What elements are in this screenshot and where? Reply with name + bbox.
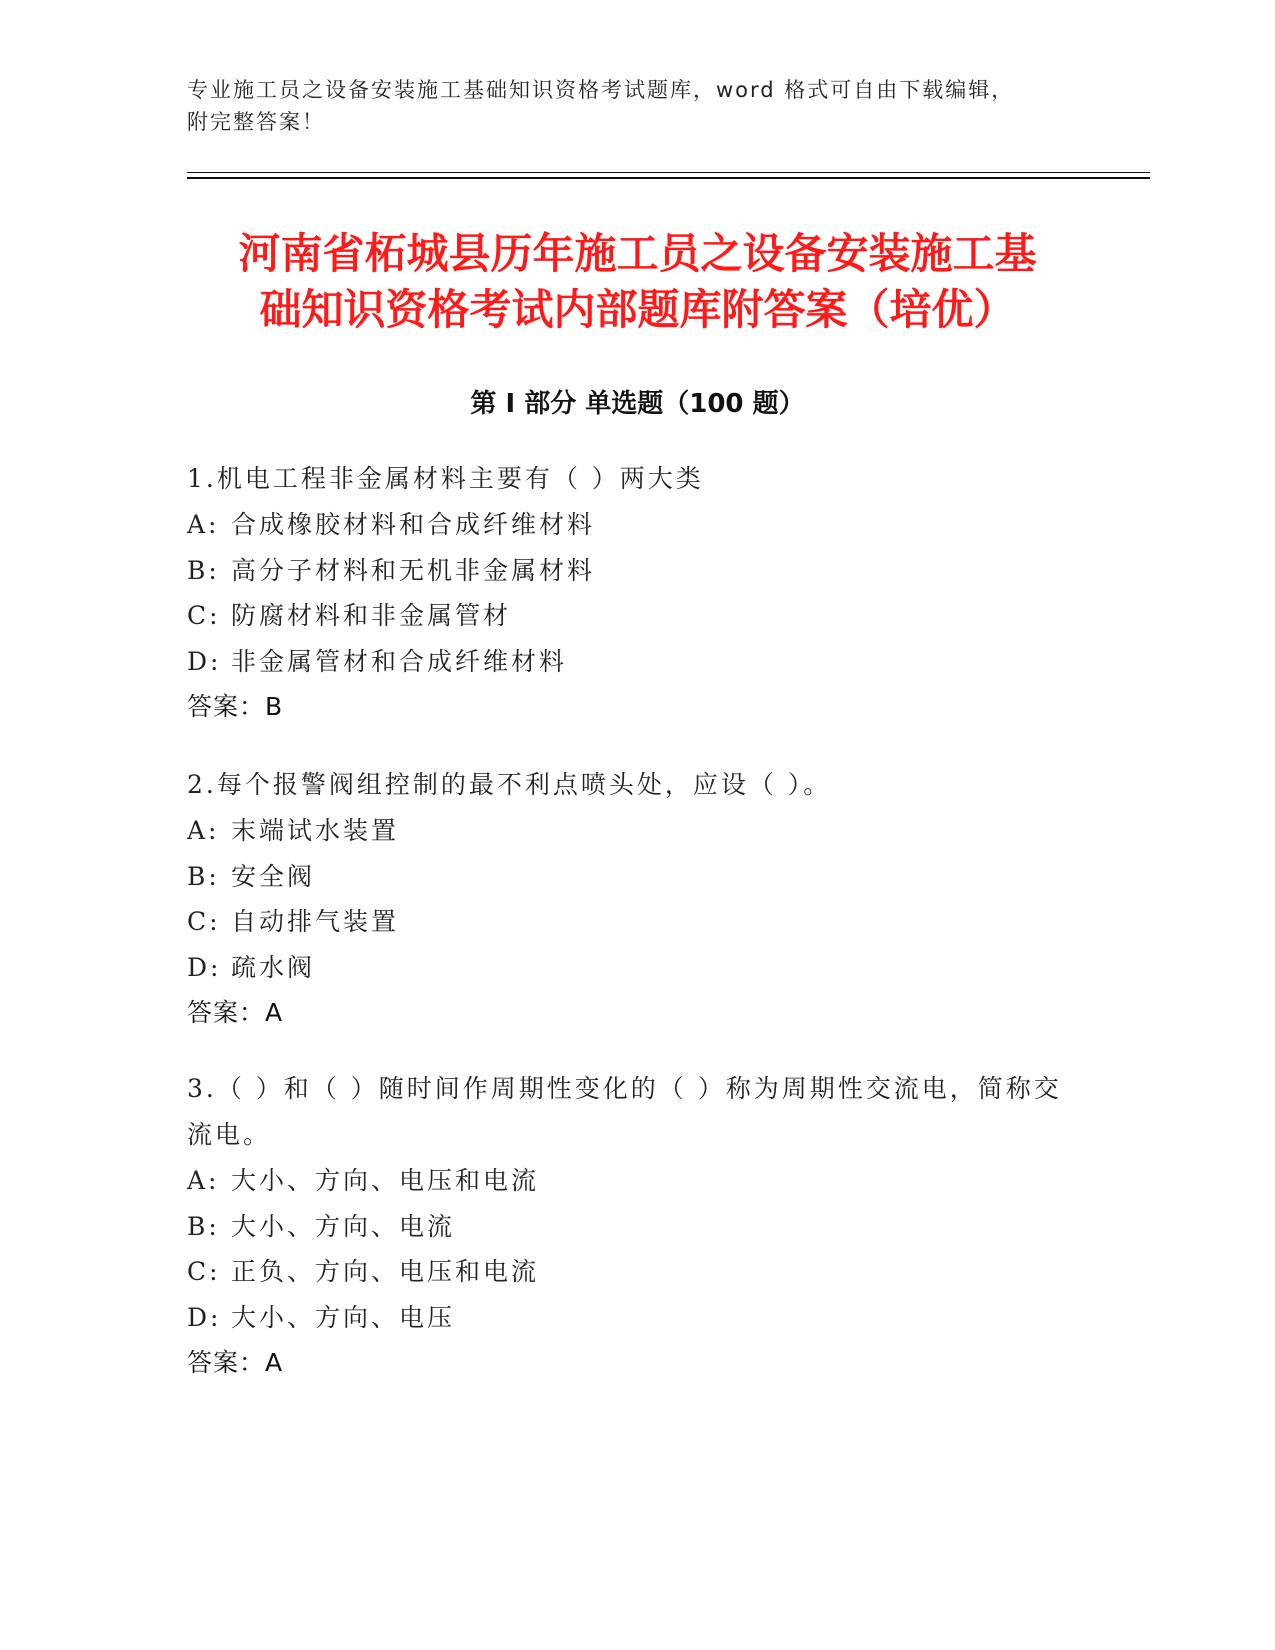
question-2	[187, 762, 1087, 1036]
section-heading: 第 I 部分 单选题（100 题）	[470, 389, 805, 419]
option-b	[187, 548, 1087, 594]
option-letter: B:	[187, 555, 220, 585]
header-note-line-2: 附完整答案！	[187, 110, 325, 134]
document-title	[0, 226, 1275, 338]
answer-line: 答案：A	[187, 1348, 284, 1377]
option-text: 大小、方向、电压和电流	[231, 1166, 540, 1195]
option-text: 疏水阀	[231, 952, 316, 982]
answer-line: 答案：B	[187, 692, 284, 721]
option-a	[187, 1158, 1067, 1204]
option-letter: A:	[187, 1166, 220, 1195]
header-divider-top	[187, 172, 1150, 173]
option-d	[187, 639, 1087, 685]
option-text: 大小、方向、电压	[231, 1302, 456, 1332]
option-text: 防腐材料和非金属管材	[231, 601, 512, 630]
option-b	[187, 854, 1087, 900]
option-d	[187, 945, 1087, 991]
option-letter: D:	[187, 1302, 222, 1332]
option-text: 非金属管材和合成纤维材料	[231, 646, 568, 676]
option-text: 正负、方向、电压和电流	[231, 1257, 540, 1286]
option-c	[187, 593, 1087, 639]
option-letter: D:	[187, 646, 222, 676]
header-note	[187, 74, 1087, 138]
question-stem: 3.（ ）和（ ）随时间作周期性变化的（ ）称为周期性交流电，简称交流电。	[187, 1074, 1062, 1149]
option-letter: A:	[187, 510, 220, 539]
document-title-line-2: 础知识资格考试内部题库附答案（培优）	[259, 285, 1016, 334]
option-letter: C:	[187, 907, 221, 936]
option-letter: C:	[187, 601, 221, 630]
option-text: 高分子材料和无机非金属材料	[231, 555, 596, 585]
option-letter: D:	[187, 952, 222, 982]
question-1	[187, 456, 1087, 730]
option-c	[187, 899, 1087, 945]
option-letter: B:	[187, 861, 220, 891]
question-stem: 1.机电工程非金属材料主要有（ ）两大类	[187, 464, 704, 493]
option-d	[187, 1295, 1067, 1341]
option-b	[187, 1204, 1067, 1250]
question-stem: 2.每个报警阀组控制的最不利点喷头处，应设（ ）。	[187, 770, 832, 799]
option-text: 合成橡胶材料和合成纤维材料	[231, 510, 596, 539]
option-letter: A:	[187, 816, 220, 845]
document-title-line-1: 河南省柘城县历年施工员之设备安装施工基	[238, 229, 1037, 278]
question-3	[187, 1066, 1067, 1386]
option-text: 安全阀	[231, 861, 316, 891]
option-letter: B:	[187, 1211, 220, 1241]
option-letter: C:	[187, 1257, 221, 1286]
option-text: 末端试水装置	[231, 816, 400, 845]
option-a	[187, 808, 1087, 854]
option-text: 大小、方向、电流	[231, 1211, 456, 1241]
option-c	[187, 1249, 1067, 1295]
header-divider-bottom	[187, 177, 1150, 179]
answer-line: 答案：A	[187, 998, 284, 1027]
option-text: 自动排气装置	[231, 907, 400, 936]
option-a	[187, 502, 1087, 548]
header-note-line-1: 专业施工员之设备安装施工基础知识资格考试题库，word 格式可自由下载编辑，	[187, 78, 1015, 102]
